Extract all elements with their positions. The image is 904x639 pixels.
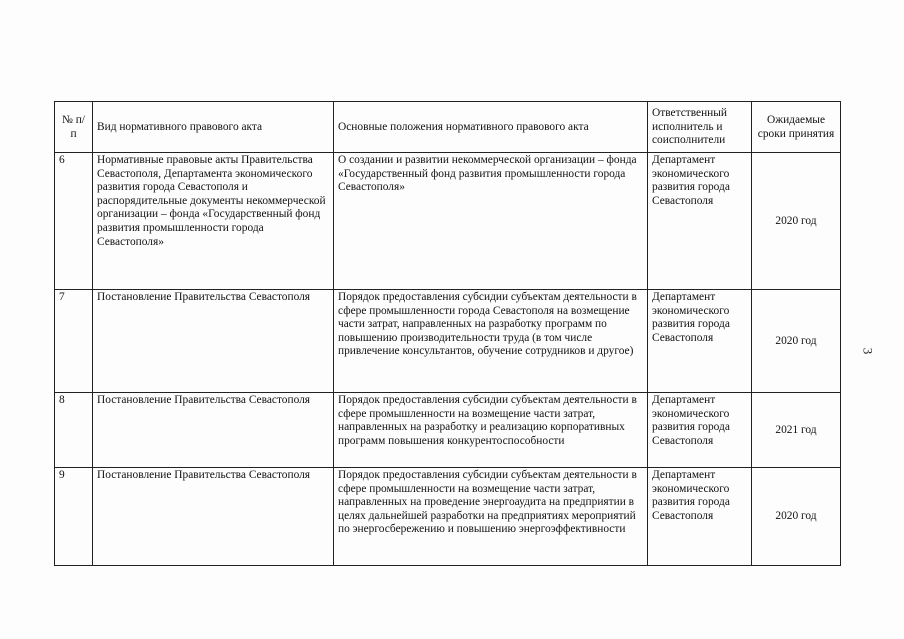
row-provisions: Порядок предоставления субсидии субъектам деятельности в сфере промышленности на возмещение части затрат, направленных на разработку и реализацию корпоративных программ повышения конкурентоспособности: [334, 393, 648, 468]
table-row: [55, 290, 841, 393]
row-provisions: Порядок предоставления субсидии субъектам деятельности в сфере промышленности на возмещение части затрат, направленных на проведение энергоаудита на предприятии в целях дальнейшей разработки на предприятиях мероприятий по энергосбережению и повышению энергоэффективности: [334, 468, 648, 566]
header-responsible: Ответственный исполнитель и соисполнители: [648, 102, 752, 153]
row-num: 6: [55, 153, 93, 290]
row-num: 7: [55, 290, 93, 393]
row-responsible: Департамент экономического развития города Севастополя: [648, 393, 752, 468]
table-row: [55, 468, 841, 566]
row-term: 2021 год: [752, 393, 841, 468]
header-term: Ожидаемые сроки принятия: [752, 102, 841, 153]
table-header-row: [55, 102, 841, 153]
row-act-type: Нормативные правовые акты Правительства Севастополя, Департамента экономического развития города Севастополя и распорядительные документы некоммерческой организации – фонда «Государственный фонд развития промышленности города Севастополя»: [93, 153, 334, 290]
row-act-type: Постановление Правительства Севастополя: [93, 290, 334, 393]
row-responsible: Департамент экономического развития города Севастополя: [648, 468, 752, 566]
header-act-type: Вид нормативного правового акта: [93, 102, 334, 153]
row-num: 9: [55, 468, 93, 566]
row-responsible: Департамент экономического развития города Севастополя: [648, 290, 752, 393]
row-act-type: Постановление Правительства Севастополя: [93, 468, 334, 566]
table-row: [55, 153, 841, 290]
row-term: 2020 год: [752, 290, 841, 393]
row-responsible: Департамент экономического развития города Севастополя: [648, 153, 752, 290]
row-num: 8: [55, 393, 93, 468]
legal-acts-table: [54, 101, 841, 566]
header-provisions: Основные положения нормативного правового акта: [334, 102, 648, 153]
page-number: 3: [860, 347, 876, 355]
header-num: № п/п: [55, 102, 93, 153]
row-provisions: О создании и развитии некоммерческой организации – фонда «Государственный фонд развития промышленности города Севастополя»: [334, 153, 648, 290]
row-term: 2020 год: [752, 468, 841, 566]
row-term: 2020 год: [752, 153, 841, 290]
row-act-type: Постановление Правительства Севастополя: [93, 393, 334, 468]
table-row: [55, 393, 841, 468]
row-provisions: Порядок предоставления субсидии субъектам деятельности в сфере промышленности города Севастополя на возмещение части затрат, направленных на разработку программ по повышению производительности труда (в том числе привлечение консультантов, обучение сотрудников и другое): [334, 290, 648, 393]
